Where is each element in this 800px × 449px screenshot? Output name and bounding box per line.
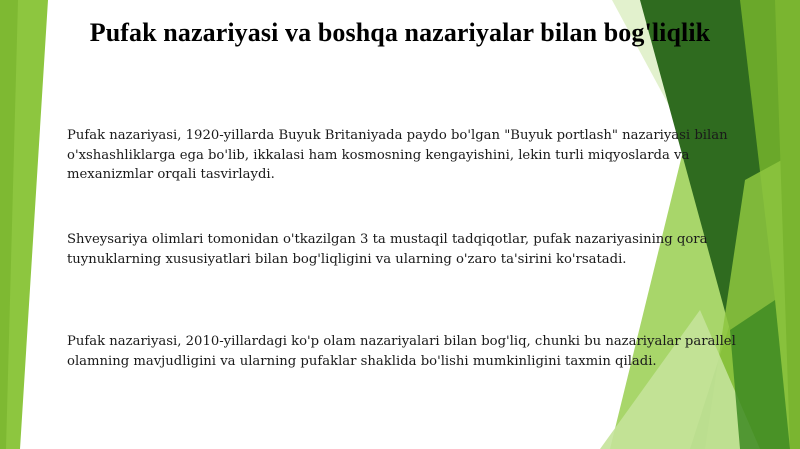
slide-title: Pufak nazariyasi va boshqa nazariyalar bilan bog'liqlik [89,18,711,47]
paragraph-3: Pufak nazariyasi, 2010-yillardagi ko'p olam nazariyalari bilan bog'liq, chunki bu nazariyalar parallel olamning mavjudligini va ularning pufaklar shaklida bo'lishi mumkinligini taxmin qiladi. [67,334,736,369]
paragraph-1: Pufak nazariyasi, 1920-yillarda Buyuk Britaniyada paydo bo'lgan "Buyuk portlash" nazariyasi bilan o'xshashliklarga ega bo'lib, ikkalasi ham kosmosning kengayishini, lekin turli miqyoslarda va mexanizmlar orqali tasvirlaydi. [67,128,728,182]
paragraph-2: Shveysariya olimlari tomonidan o'tkazilgan 3 ta mustaqil tadqiqotlar, pufak nazariyasining qora tuynuklarning xususiyatlari bilan bog'liqligini va ularning o'zaro ta'sirini ko'rsatadi. [67,232,708,267]
